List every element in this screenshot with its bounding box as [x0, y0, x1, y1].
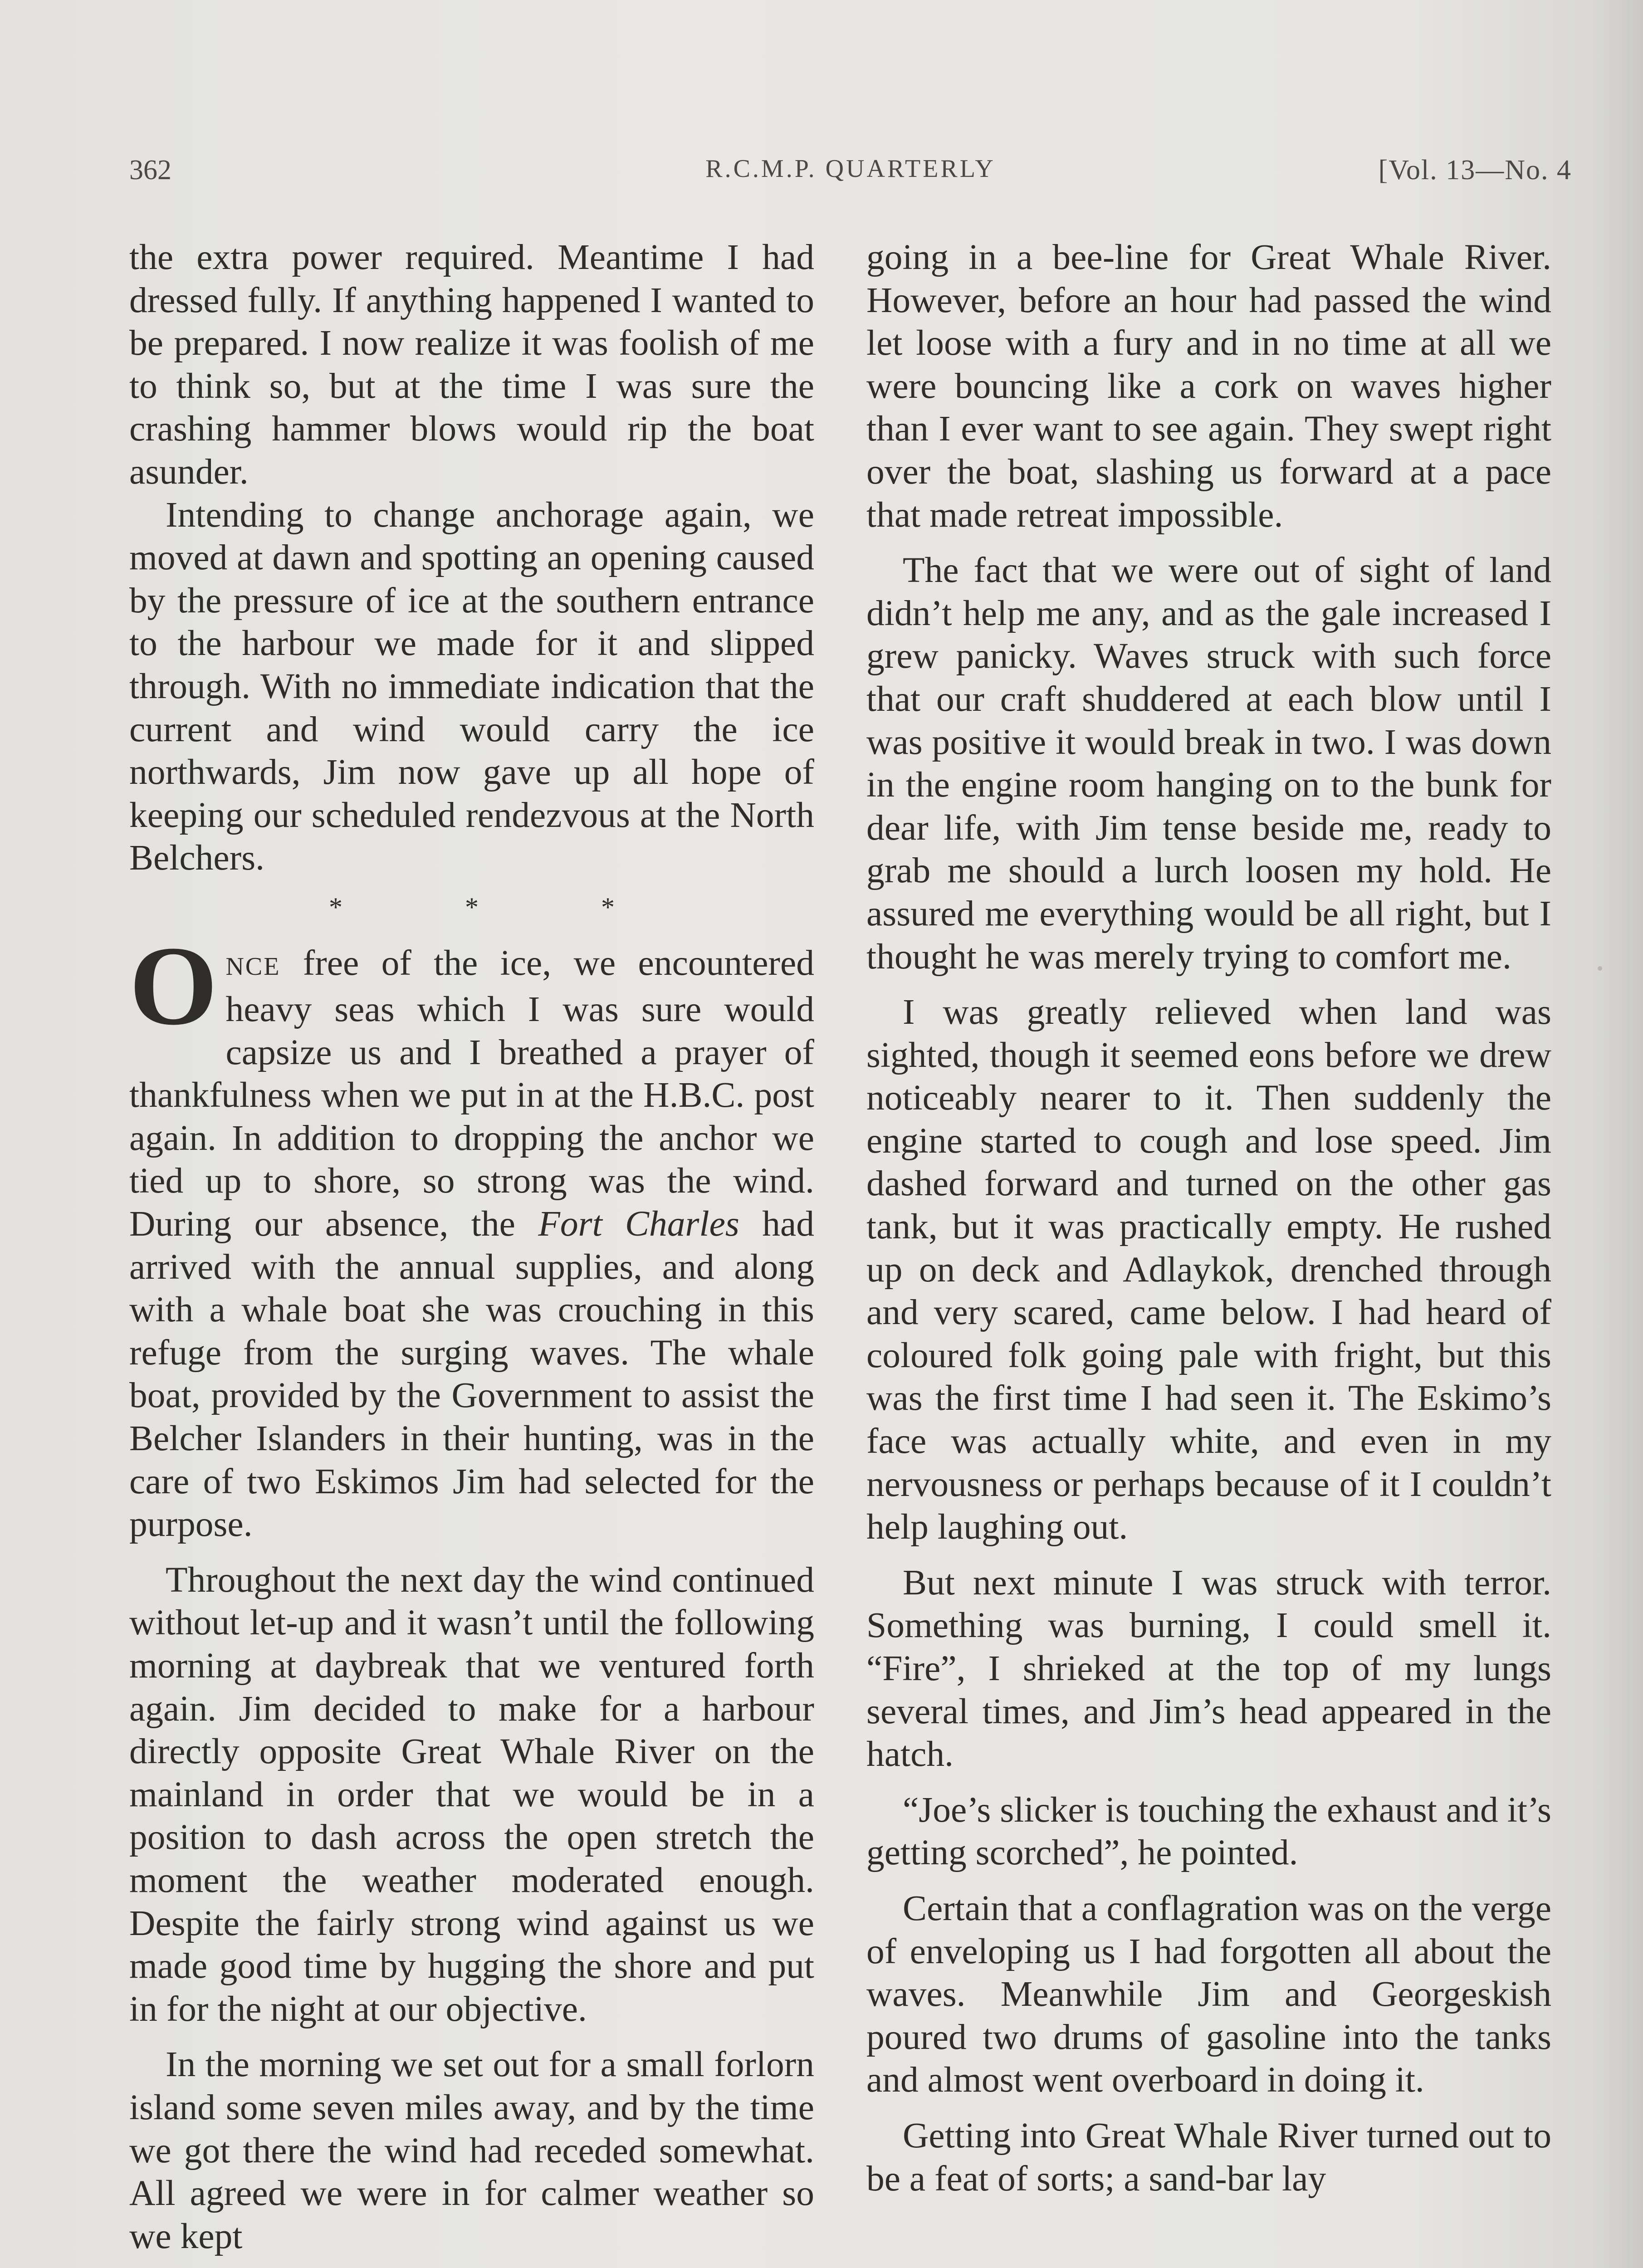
issue-label: [Vol. 13—No. 4 [1378, 155, 1572, 186]
section-separator [129, 886, 814, 929]
paragraph: Getting into Great Whale River turned out to be a feat of sorts; a sand-bar lay [866, 2115, 1551, 2199]
scan-speck [1598, 966, 1602, 971]
asterisk: * [329, 892, 342, 922]
small-caps-lead: NCE [225, 952, 281, 981]
paragraph: the extra power required. Meantime I had dressed fully. If anything happened I wanted to be prepared. I now realize it was foolish of me to think so, but at the time I was sure the crashing hammer blows would rip the boat asunder. [129, 237, 814, 492]
paragraph-text: free of the ice, we encountered heavy seas which I was sure would capsize us and I breathed a prayer of thankfulness when we put in at the H.B.C. post again. In addition to dropping the anchor we tied up to shore, so strong was the wind. During our absence, the [129, 943, 814, 1244]
paragraph: going in a bee-line for Great Whale River. However, before an hour had passed the wind let loose with a fury and in no time at all we were bouncing like a cork on waves higher than I ever want to see again. They swept right over the boat, slashing us forward at a pace that made retreat impossible. [866, 237, 1551, 535]
paragraph: Certain that a conflagration was on the verge of enveloping us I had forgotten all about the waves. Meanwhile Jim and Georgeskish poured two drums of gasoline into the tanks and almost went overboard in doing it. [866, 1888, 1551, 2100]
running-header [129, 154, 1572, 200]
paragraph: I was greatly relieved when land was sighted, though it seemed eons before we drew noticeably nearer to it. Then suddenly the engine started to cough and lose speed. Jim dashed forward and turned on the other gas tank, but it was practically empty. He rushed up on deck and Adlaykok, drenched through and very scared, came below. I had heard of coloured folk going pale with fright, but this was the first time I had seen it. The Eskimo’s face was actually white, and even in my nervousness or perhaps because of it I couldn’t help laughing out. [866, 992, 1551, 1547]
paragraph-text: had arrived with the annual supplies, and along with a whale boat she was crouching in this refuge from the surging waves. The whale boat, provided by the Government to assist the Belcher Islanders in their hunting, was in the care of two Eskimos Jim had selected for the purpose. [129, 1204, 814, 1545]
asterisk: * [601, 892, 615, 922]
asterisk: * [465, 892, 479, 922]
drop-cap: O [129, 923, 218, 1049]
left-column [129, 236, 814, 2258]
paragraph-with-dropcap [129, 923, 814, 1546]
page-number: 362 [129, 155, 171, 186]
journal-title: R.C.M.P. QUARTERLY [705, 155, 996, 183]
paragraph: But next minute I was struck with terror. Something was burning, I could smell it. “Fire”, I shrieked at the top of my lungs several times, and Jim’s head appeared in the hatch. [866, 1562, 1551, 1774]
ship-name: Fort Charles [538, 1204, 739, 1244]
paragraph: In the morning we set out for a small forlorn island some seven miles away, and by the time we got there the wind had receded somewhat. All agreed we were in for calmer weather so we kept [129, 2044, 814, 2256]
paragraph: The fact that we were out of sight of land didn’t help me any, and as the gale increased I grew panicky. Waves struck with such force that our craft shuddered at each blow until I was positive it would break in two. I was down in the engine room hanging on to the bunk for dear life, with Jim tense beside me, ready to grab me should a lurch loosen my hold. He assured me everything would be all right, but I thought he was merely trying to comfort me. [866, 550, 1551, 977]
paragraph: “Joe’s slicker is touching the exhaust and it’s getting scorched”, he pointed. [866, 1789, 1551, 1873]
paragraph: Intending to change anchorage again, we moved at dawn and spotting an opening caused by the pressure of ice at the southern entrance to the harbour we made for it and slipped through. With no immediate indication that the current and wind would carry the ice northwards, Jim now gave up all hope of keeping our scheduled rendezvous at the North Belchers. [129, 494, 814, 878]
paragraph: Throughout the next day the wind continued without let-up and it wasn’t until the following morning at daybreak that we ventured forth again. Jim decided to make for a harbour directly opposite Great Whale River on the mainland in order that we would be in a position to dash across the open stretch the moment the weather moderated enough. Despite the fairly strong wind against us we made good time by hugging the shore and put in for the night at our objective. [129, 1559, 814, 2029]
right-column [866, 236, 1551, 2200]
